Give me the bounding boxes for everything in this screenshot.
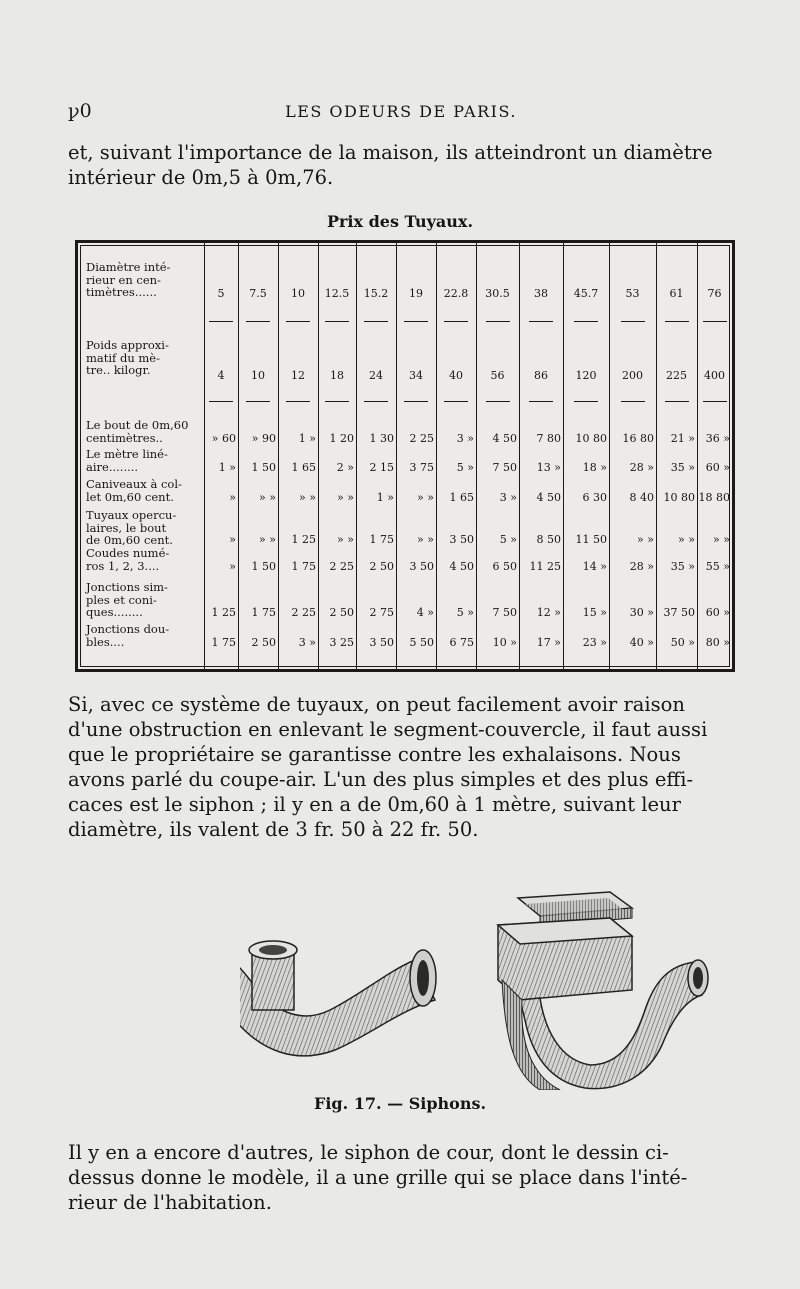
table-cell: 8 40 bbox=[629, 491, 654, 504]
table-cell: 3 » bbox=[456, 432, 474, 445]
row-label bbox=[86, 419, 204, 444]
table-cell: 1 20 bbox=[329, 432, 354, 445]
row-label bbox=[86, 547, 204, 572]
table-cell: 8 50 bbox=[536, 533, 561, 546]
table-cell: 61 bbox=[669, 287, 684, 300]
closing-paragraph bbox=[68, 1140, 736, 1215]
table-cell: 7 50 bbox=[492, 606, 517, 619]
row-label-line: laires, le bout bbox=[86, 520, 167, 535]
text-line: dessus donne le modèle, il a une grille qui se place dans l'inté- bbox=[68, 1166, 688, 1189]
table-cell: 28 » bbox=[629, 461, 654, 474]
table-cell: » bbox=[229, 533, 236, 546]
table-cell: 45.7 bbox=[573, 287, 599, 300]
table-cell: 55 » bbox=[705, 560, 730, 573]
body-paragraph bbox=[68, 692, 736, 842]
table-cell: 1 75 bbox=[369, 533, 394, 546]
cell-underline bbox=[486, 401, 510, 402]
row-label-line: ples et coni- bbox=[86, 592, 157, 607]
table-cell: » » bbox=[259, 491, 276, 504]
cell-underline bbox=[529, 401, 553, 402]
figure-caption: Fig. 17. — Siphons. bbox=[313, 1094, 487, 1113]
cell-underline bbox=[364, 321, 388, 322]
table-cell: » bbox=[229, 491, 236, 504]
row-label bbox=[86, 623, 204, 648]
text-line: avons parlé du coupe-air. L'un des plus simples et des plus effi- bbox=[68, 768, 694, 791]
table-cell: 3 50 bbox=[369, 636, 394, 649]
text-line: que le propriétaire se garantisse contre les exhalaisons. Nous bbox=[68, 743, 681, 766]
price-table bbox=[75, 240, 735, 672]
siphon-right-drawing bbox=[498, 892, 708, 1090]
table-cell: » » bbox=[337, 491, 354, 504]
table-cell: 7.5 bbox=[249, 287, 267, 300]
row-label-line: centimètres.. bbox=[86, 430, 163, 445]
row-label bbox=[86, 448, 204, 473]
table-cell: 2 75 bbox=[369, 606, 394, 619]
row-label-line: Le bout de 0m,60 bbox=[86, 418, 189, 432]
row-label bbox=[86, 509, 204, 547]
text-line: et, suivant l'importance de la maison, ils atteindront un diamètre bbox=[68, 141, 713, 164]
row-label-line: Jonctions sim- bbox=[86, 580, 168, 594]
table-cell: 50 » bbox=[670, 636, 695, 649]
table-cell: 5 » bbox=[456, 461, 474, 474]
table-cell: 3 25 bbox=[329, 636, 354, 649]
table-cell: 18 80 bbox=[698, 491, 730, 504]
row-label-line: matif du mè- bbox=[86, 350, 160, 365]
cell-underline bbox=[444, 401, 468, 402]
table-cell: 23 » bbox=[582, 636, 607, 649]
page-header bbox=[68, 100, 734, 124]
table-cell: » » bbox=[299, 491, 316, 504]
table-cell: 10 80 bbox=[663, 491, 695, 504]
text-line: Si, avec ce système de tuyaux, on peut facilement avoir raison bbox=[68, 693, 685, 716]
row-label-line: Le mètre liné- bbox=[86, 447, 168, 461]
intro-paragraph bbox=[68, 140, 736, 190]
table-cell: 4 » bbox=[416, 606, 434, 619]
cell-underline bbox=[703, 401, 727, 402]
table-cell: 1 75 bbox=[291, 560, 316, 573]
cell-underline bbox=[444, 321, 468, 322]
table-cell: 38 bbox=[534, 287, 548, 300]
row-label-line: rieur en cen- bbox=[86, 272, 161, 287]
table-cell: 1 » bbox=[298, 432, 316, 445]
table-cell: 11 25 bbox=[529, 560, 561, 573]
table-cell: » » bbox=[337, 533, 354, 546]
table-column-divider bbox=[732, 243, 733, 669]
cell-underline bbox=[286, 321, 310, 322]
cell-underline bbox=[665, 401, 689, 402]
table-cell: 35 » bbox=[670, 461, 695, 474]
table-cell: 1 » bbox=[218, 461, 236, 474]
row-label-line: bles.... bbox=[86, 634, 125, 649]
table-cell: 22.8 bbox=[443, 287, 469, 300]
cell-underline bbox=[286, 401, 310, 402]
cell-underline bbox=[246, 401, 270, 402]
table-cell: 3 75 bbox=[409, 461, 434, 474]
table-cell: 11 50 bbox=[575, 533, 607, 546]
table-cell: 10 » bbox=[492, 636, 517, 649]
table-cell: 5 » bbox=[499, 533, 517, 546]
table-cell: 17 » bbox=[536, 636, 561, 649]
row-label-line: let 0m,60 cent. bbox=[86, 489, 174, 504]
table-cell: 2 50 bbox=[329, 606, 354, 619]
table-cell: » » bbox=[637, 533, 654, 546]
row-label-line: Tuyaux opercu- bbox=[86, 508, 177, 522]
cell-underline bbox=[325, 401, 349, 402]
table-cell: 4 50 bbox=[492, 432, 517, 445]
table-cell: » 90 bbox=[251, 432, 276, 445]
table-cell: 3 » bbox=[499, 491, 517, 504]
row-label-line: Poids approxi- bbox=[86, 338, 169, 352]
text-line: d'une obstruction en enlevant le segment-couvercle, il faut aussi bbox=[68, 718, 708, 741]
table-cell: 80 » bbox=[705, 636, 730, 649]
cell-underline bbox=[209, 401, 233, 402]
table-cell: 1 65 bbox=[449, 491, 474, 504]
cell-underline bbox=[665, 321, 689, 322]
row-label-line: ros 1, 2, 3.... bbox=[86, 558, 160, 573]
cell-underline bbox=[703, 321, 727, 322]
table-cell: 200 bbox=[622, 369, 643, 382]
row-label bbox=[86, 581, 204, 619]
table-cell: 15 » bbox=[582, 606, 607, 619]
table-cell: 1 75 bbox=[211, 636, 236, 649]
text-line: rieur de l'habitation. bbox=[68, 1191, 272, 1214]
row-label-line: Caniveaux à col- bbox=[86, 477, 182, 491]
table-cell: 10 80 bbox=[575, 432, 607, 445]
table-cell: 4 50 bbox=[449, 560, 474, 573]
text-line: diamètre, ils valent de 3 fr. 50 à 22 fr. 50. bbox=[68, 818, 479, 841]
table-cell: 16 80 bbox=[622, 432, 654, 445]
row-label bbox=[86, 339, 204, 377]
table-cell: 4 bbox=[217, 369, 225, 382]
table-cell: 60 » bbox=[705, 461, 730, 474]
table-cell: 2 25 bbox=[409, 432, 434, 445]
table-cell: 10 bbox=[251, 369, 265, 382]
table-cell: 2 15 bbox=[369, 461, 394, 474]
row-label-line: de 0m,60 cent. bbox=[86, 533, 173, 547]
table-cell: 2 25 bbox=[291, 606, 316, 619]
table-cell: 56 bbox=[490, 369, 505, 382]
row-label-line: aire........ bbox=[86, 459, 139, 474]
table-cell: » » bbox=[417, 533, 434, 546]
cell-underline bbox=[404, 401, 428, 402]
row-label bbox=[86, 261, 204, 299]
table-cell: 13 » bbox=[536, 461, 561, 474]
table-cell: 5 » bbox=[456, 606, 474, 619]
cell-underline bbox=[621, 321, 645, 322]
table-cell: 120 bbox=[575, 369, 597, 382]
cell-underline bbox=[364, 401, 388, 402]
table-cell: 12 bbox=[291, 369, 305, 382]
table-cell: 36 » bbox=[705, 432, 730, 445]
table-cell: 1 25 bbox=[291, 533, 316, 546]
table-cell: 86 bbox=[534, 369, 548, 382]
row-label-line: Diamètre inté- bbox=[86, 260, 171, 274]
table-cell: » » bbox=[259, 533, 276, 546]
table-cell: 40 » bbox=[629, 636, 654, 649]
siphon-left-drawing bbox=[240, 941, 436, 1056]
cell-underline bbox=[325, 321, 349, 322]
running-title: LES ODEURS DE PARIS. bbox=[285, 102, 517, 121]
cell-underline bbox=[621, 401, 645, 402]
table-cell: 2 25 bbox=[329, 560, 354, 573]
table-cell: 225 bbox=[666, 369, 687, 382]
table-cell: 18 » bbox=[582, 461, 607, 474]
table-cell: 53 bbox=[625, 287, 640, 300]
table-cell: 12.5 bbox=[324, 287, 350, 300]
table-cell: » » bbox=[417, 491, 434, 504]
row-label-line: Jonctions dou- bbox=[86, 622, 170, 636]
table-cell: 5 50 bbox=[409, 636, 434, 649]
page-number: ꝩ0 bbox=[68, 100, 92, 122]
table-cell: 7 50 bbox=[492, 461, 517, 474]
table-cell: 2 50 bbox=[369, 560, 394, 573]
table-cell: 19 bbox=[409, 287, 423, 300]
siphons-illustration bbox=[240, 860, 710, 1090]
table-cell: 35 » bbox=[670, 560, 695, 573]
text-line: caces est le siphon ; il y en a de 0m,60 à 1 mètre, suivant leur bbox=[68, 793, 681, 816]
cell-underline bbox=[404, 321, 428, 322]
cell-underline bbox=[486, 321, 510, 322]
table-cell: 4 50 bbox=[536, 491, 561, 504]
text-line: intérieur de 0m,5 à 0m,76. bbox=[68, 166, 334, 189]
table-cell: 2 » bbox=[336, 461, 354, 474]
table-cell: » » bbox=[678, 533, 695, 546]
cell-underline bbox=[246, 321, 270, 322]
table-cell: 40 bbox=[449, 369, 463, 382]
table-title: Prix des Tuyaux. bbox=[326, 212, 474, 231]
table-cell: 7 80 bbox=[536, 432, 561, 445]
table-cell: 76 bbox=[707, 287, 722, 300]
table-cell: 1 75 bbox=[251, 606, 276, 619]
table-cell: 1 65 bbox=[291, 461, 316, 474]
table-cell: 3 50 bbox=[449, 533, 474, 546]
table-cell: 6 50 bbox=[492, 560, 517, 573]
table-cell: 1 50 bbox=[251, 461, 276, 474]
table-cell: 10 bbox=[291, 287, 305, 300]
table-cell: 6 75 bbox=[449, 636, 474, 649]
text-line: Il y en a encore d'autres, le siphon de cour, dont le dessin ci- bbox=[68, 1141, 669, 1164]
table-cell: 400 bbox=[704, 369, 725, 382]
table-cell: 1 25 bbox=[211, 606, 236, 619]
table-cell: 21 » bbox=[670, 432, 695, 445]
table-cell: 30 » bbox=[629, 606, 654, 619]
table-cell: 37 50 bbox=[663, 606, 695, 619]
table-cell: 18 bbox=[330, 369, 344, 382]
table-cell: 30.5 bbox=[485, 287, 510, 300]
table-cell: 24 bbox=[369, 369, 383, 382]
table-cell: 3 » bbox=[298, 636, 316, 649]
cell-underline bbox=[574, 401, 598, 402]
table-cell: 1 » bbox=[376, 491, 394, 504]
table-cell: 2 50 bbox=[251, 636, 276, 649]
row-label-line: timètres...... bbox=[86, 285, 157, 299]
row-label-line: ques........ bbox=[86, 605, 143, 619]
cell-underline bbox=[209, 321, 233, 322]
table-cell: 6 30 bbox=[582, 491, 607, 504]
table-cell: 14 » bbox=[582, 560, 607, 573]
row-label-line: Coudes numé- bbox=[86, 546, 170, 560]
table-cell: » bbox=[229, 560, 236, 573]
table-cell: 15.2 bbox=[363, 287, 389, 300]
table-cell: » 60 bbox=[211, 432, 236, 445]
row-label bbox=[86, 478, 204, 503]
row-label-line: tre.. kilogr. bbox=[86, 363, 151, 377]
table-cell: 5 bbox=[217, 287, 225, 300]
table-cell: 60 » bbox=[705, 606, 730, 619]
cell-underline bbox=[529, 321, 553, 322]
table-cell: 1 50 bbox=[251, 560, 276, 573]
table-cell: 1 30 bbox=[369, 432, 394, 445]
table-cell: » » bbox=[713, 533, 730, 546]
cell-underline bbox=[574, 321, 598, 322]
table-cell: 34 bbox=[409, 369, 423, 382]
table-cell: 28 » bbox=[629, 560, 654, 573]
table-cell: 12 » bbox=[536, 606, 561, 619]
table-cell: 3 50 bbox=[409, 560, 434, 573]
